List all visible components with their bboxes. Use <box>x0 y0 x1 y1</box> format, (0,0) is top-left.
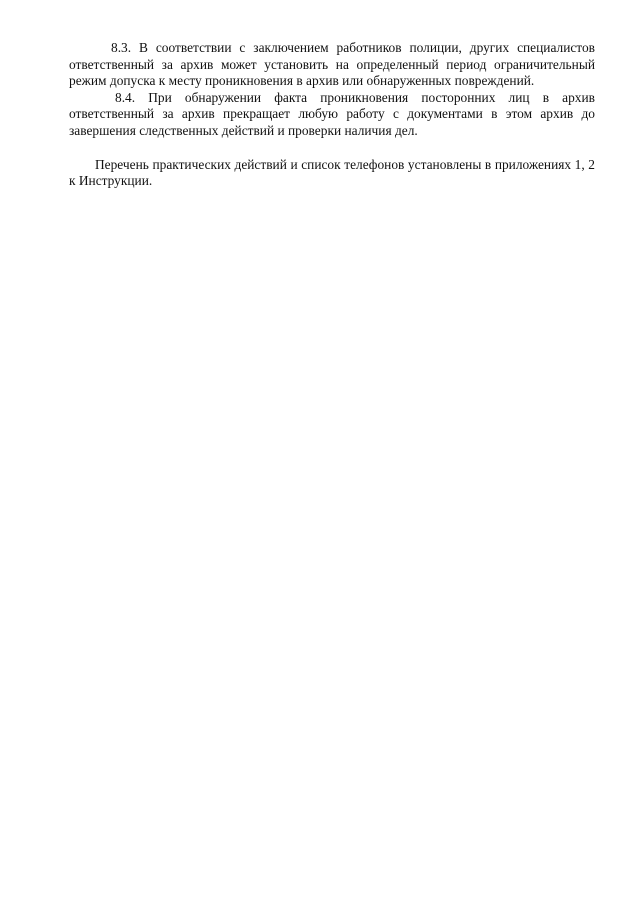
document-body <box>69 40 595 190</box>
paragraph-8-3: 8.3. В соответствии с заключением работников полиции, других специалистов ответственный за архив может установить на определенный период ограничительный режим допуска к месту проникновения в архив или обнаруженных повреждений. <box>69 40 595 89</box>
paragraph-8-4: 8.4. При обнаружении факта проникновения посторонних лиц в архив ответственный за архив прекращает любую работу с документами в этом архив до завершения следственных действий и проверки наличия дел. <box>69 89 595 138</box>
paragraph-spacer <box>69 140 595 157</box>
paragraph-appendix-note: Перечень практических действий и список телефонов установлены в приложениях 1, 2 к Инструкции. <box>69 156 595 189</box>
